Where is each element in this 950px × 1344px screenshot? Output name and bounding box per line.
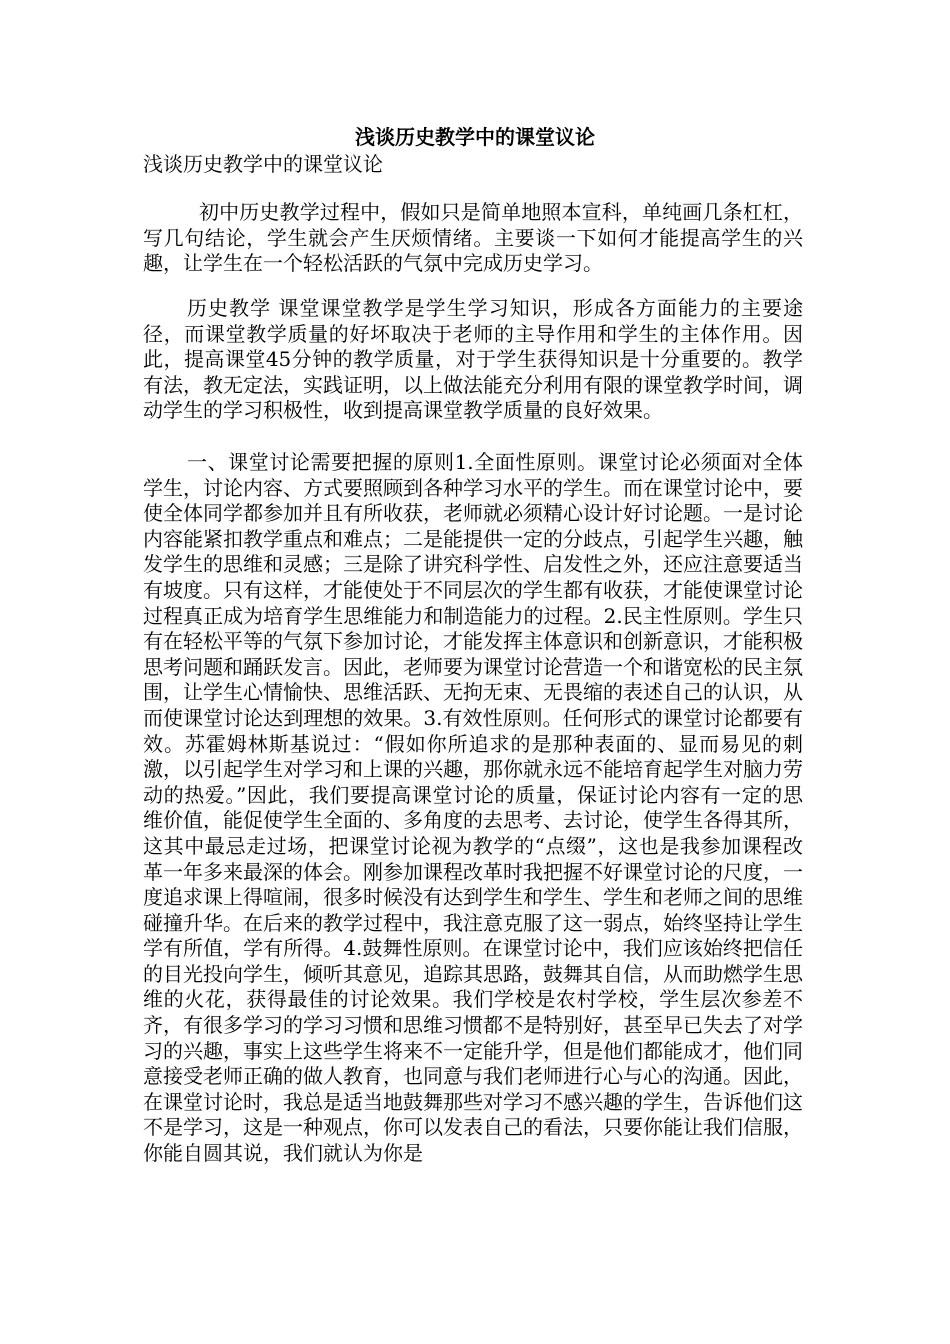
document-title: 浅谈历史教学中的课堂议论 bbox=[355, 125, 595, 149]
paragraph-teaching: 历史教学 课堂课堂教学是学生学习知识，形成各方面能力的主要途径，而课堂教学质量的好坏取决于老师的主导作用和学生的主体作用。因此，提高课堂45分钟的教学质量，对于学生获得知识是十分重要的。教学有法，教无定法，实践证明，以上做法能充分利用有限的课堂教学时间，调动学生的学习积极性，收到提高课堂教学质量的良好效果。 bbox=[143, 296, 803, 423]
paragraph-intro: 初中历史教学过程中，假如只是简单地照本宣科，单纯画几条杠杠，写几句结论，学生就会产生厌烦情绪。主要谈一下如何才能提高学生的兴趣，让学生在一个轻松活跃的气氛中完成历史学习。 bbox=[143, 200, 803, 276]
paragraph-principles: 一、课堂讨论需要把握的原则1.全面性原则。课堂讨论必须面对全体学生，讨论内容、方式要照顾到各种学习水平的学生。而在课堂讨论中，要使全体同学都参加并且有所收获，老师就必须精心设计好讨论题。一是讨论内容能紧扣教学重点和难点；二是能提供一定的分歧点，引起学生兴趣，触发学生的思维和灵感；三是除了讲究科学性、启发性之外，还应注意要适当有坡度。只有这样，才能使处于不同层次的学生都有收获，才能使课堂讨论过程真正成为培育学生思维能力和制造能力的过程。2.民主性原则。学生只有在轻松平等的气氛下参加讨论，才能发挥主体意识和创新意识，才能积极思考问题和踊跃发言。因此，老师要为课堂讨论营造一个和谐宽松的民主氛围，让学生心情愉快、思维活跃、无拘无束、无畏缩的表述自己的认识，从而使课堂讨论达到理想的效果。3.有效性原则。任何形式的课堂讨论都要有效。苏霍姆林斯基说过：“假如你所追求的是那种表面的、显而易见的刺激，以引起学生对学习和上课的兴趣，那你就永远不能培育起学生对脑力劳动的热爱。”因此，我们要提高课堂讨论的质量，保证讨论内容有一定的思维价值，能促使学生全面的、多角度的去思考、去讨论，使学生各得其所，这其中最忌走过场，把课堂讨论视为教学的“点缀”，这也是我参加课程改革一年多来最深的体会。刚参加课程改革时我把握不好课堂讨论的尺度，一度追求课上得喧闹，很多时候没有达到学生和学生、学生和老师之间的思维碰撞升华。在后来的教学过程中，我注意克服了这一弱点，始终坚持让学生学有所值，学有所得。4.鼓舞性原则。在课堂讨论中，我们应该始终把信任的目光投向学生，倾听其意见，追踪其思路，鼓舞其自信，从而助燃学生思维的火花，获得最佳的讨论效果。我们学校是农村学校，学生层次参差不齐，有很多学习的学习习惯和思维习惯都不是特别好，甚至早已失去了对学习的兴趣，事实上这些学生将来不一定能升学，但是他们都能成才，他们同意接受老师正确的做人教育，也同意与我们老师进行心与心的沟通。因此，在课堂讨论时，我总是适当地鼓舞那些对学习不感兴趣的学生，告诉他们这不是学习，这是一种观点，你可以发表自己的看法，只要你能让我们信服，你能自圆其说，我们就认为你是 bbox=[143, 450, 803, 1166]
document-subtitle: 浅谈历史教学中的课堂议论 bbox=[143, 152, 383, 176]
